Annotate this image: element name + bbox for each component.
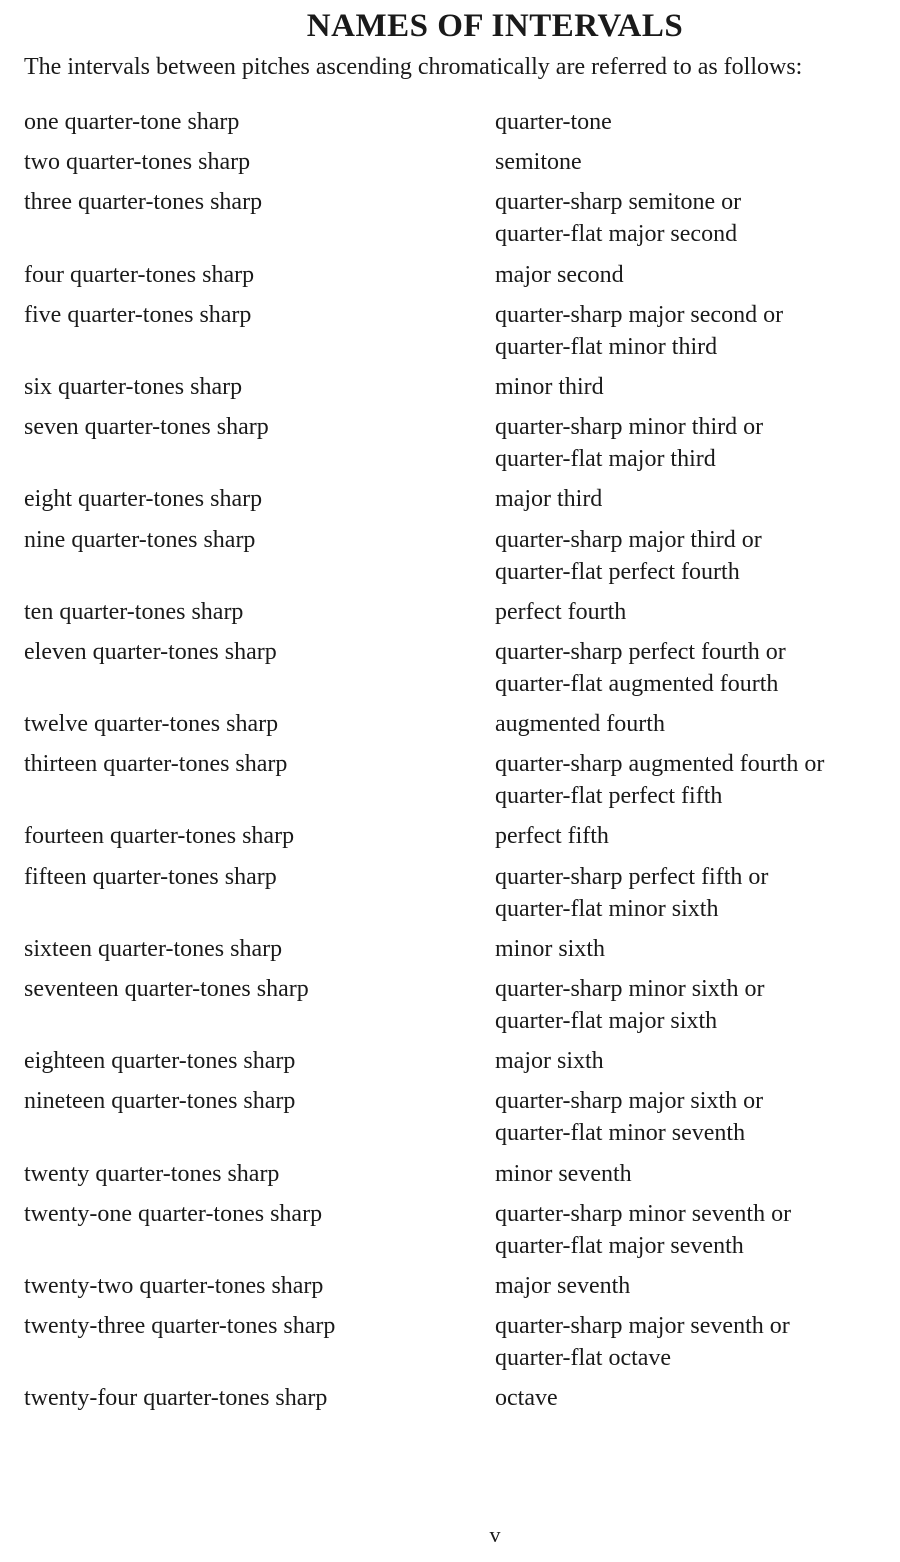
interval-name-line: quarter-sharp major seventh or: [495, 1313, 790, 1340]
interval-row: [24, 748, 896, 812]
interval-row: [24, 411, 896, 475]
interval-name-line: quarter-sharp minor sixth or: [495, 976, 765, 1002]
interval-row: [24, 820, 896, 852]
interval-count: five quarter-tones sharp: [24, 301, 252, 328]
interval-name-line: major seventh: [495, 1272, 631, 1299]
interval-count: nine quarter-tones sharp: [24, 526, 256, 553]
interval-name: [495, 636, 896, 700]
interval-row: [24, 973, 896, 1037]
interval-row: [24, 1045, 896, 1077]
interval-count: six quarter-tones sharp: [24, 373, 243, 400]
interval-name: [495, 186, 896, 250]
interval-count: ten quarter-tones sharp: [24, 598, 244, 625]
interval-name-line: quarter-flat major second: [495, 221, 738, 248]
interval-count: nineteen quarter-tones sharp: [24, 1088, 296, 1115]
interval-name: [495, 411, 896, 475]
interval-name: [495, 1085, 896, 1149]
interval-count: seventeen quarter-tones sharp: [24, 976, 309, 1002]
interval-row: [24, 1310, 896, 1374]
interval-name: [495, 973, 896, 1037]
interval-row: [24, 708, 896, 740]
interval-name-line: quarter-flat augmented fourth: [495, 670, 779, 697]
interval-count: two quarter-tones sharp: [24, 149, 251, 176]
interval-name: [495, 146, 896, 178]
interval-name-line: quarter-sharp augmented fourth or: [495, 751, 825, 778]
interval-name-line: augmented fourth: [495, 711, 665, 738]
interval-name: [495, 1382, 896, 1414]
interval-count: eighteen quarter-tones sharp: [24, 1048, 296, 1075]
interval-name-line: quarter-sharp minor seventh or: [495, 1200, 792, 1227]
interval-count: three quarter-tones sharp: [24, 189, 263, 216]
interval-row: [24, 259, 896, 291]
interval-count: fourteen quarter-tones sharp: [24, 823, 295, 850]
interval-count: twelve quarter-tones sharp: [24, 711, 279, 738]
interval-name-line: perfect fourth: [495, 598, 627, 625]
interval-row: [24, 106, 896, 138]
interval-name-line: octave: [495, 1385, 558, 1412]
intro-paragraph: The intervals between pitches ascending chromatically are referred to as follows:: [24, 54, 803, 80]
interval-name: [495, 596, 896, 628]
interval-name: [495, 259, 896, 291]
interval-name-line: quarter-sharp perfect fourth or: [495, 638, 786, 665]
interval-name: [495, 299, 896, 363]
interval-name-line: quarter-sharp major second or: [495, 301, 784, 328]
interval-name-line: quarter-flat perfect fifth: [495, 783, 723, 810]
interval-name-line: quarter-tone: [495, 109, 612, 135]
interval-name: [495, 708, 896, 740]
interval-name: [495, 1158, 896, 1190]
interval-name-line: major second: [495, 261, 624, 288]
interval-name: [495, 1270, 896, 1302]
interval-row: [24, 371, 896, 403]
interval-name: [495, 1310, 896, 1374]
interval-name-line: quarter-sharp major third or: [495, 526, 762, 553]
interval-count: eight quarter-tones sharp: [24, 486, 263, 513]
page-number: v: [489, 1522, 501, 1547]
interval-row: [24, 524, 896, 588]
interval-name-line: semitone: [495, 149, 582, 176]
interval-name: [495, 483, 896, 515]
interval-row: [24, 1198, 896, 1262]
interval-count: thirteen quarter-tones sharp: [24, 751, 288, 778]
interval-row: [24, 933, 896, 965]
interval-name: [495, 371, 896, 403]
interval-count: twenty-three quarter-tones sharp: [24, 1313, 336, 1340]
interval-row: [24, 1085, 896, 1149]
interval-name-line: major sixth: [495, 1048, 604, 1075]
interval-name: [495, 820, 896, 852]
interval-name-line: minor third: [495, 373, 604, 400]
interval-name: [495, 1198, 896, 1262]
interval-name-line: quarter-sharp semitone or: [495, 189, 742, 216]
interval-row: [24, 146, 896, 178]
interval-name: [495, 861, 896, 925]
interval-name-line: quarter-flat minor seventh: [495, 1120, 746, 1147]
interval-row: [24, 186, 896, 250]
interval-name-line: quarter-flat minor third: [495, 333, 718, 360]
page-title: NAMES OF INTERVALS: [306, 8, 684, 44]
interval-name-line: quarter-flat major third: [495, 446, 716, 473]
interval-count: twenty-one quarter-tones sharp: [24, 1200, 323, 1227]
interval-name-line: perfect fifth: [495, 823, 609, 850]
interval-name-line: major third: [495, 486, 603, 513]
interval-row: [24, 596, 896, 628]
interval-count: eleven quarter-tones sharp: [24, 638, 277, 665]
interval-row: [24, 861, 896, 925]
interval-row: [24, 299, 896, 363]
interval-name-line: minor sixth: [495, 935, 606, 962]
interval-name: [495, 106, 896, 138]
interval-row: [24, 1382, 896, 1414]
interval-row: [24, 1158, 896, 1190]
interval-count: twenty-four quarter-tones sharp: [24, 1385, 328, 1412]
interval-name: [495, 933, 896, 965]
interval-name: [495, 524, 896, 588]
interval-count: sixteen quarter-tones sharp: [24, 935, 283, 962]
interval-list: [24, 106, 896, 1423]
interval-name-line: quarter-flat octave: [495, 1345, 672, 1372]
interval-row: [24, 636, 896, 700]
interval-count: fifteen quarter-tones sharp: [24, 863, 277, 890]
interval-name: [495, 748, 896, 812]
interval-count: twenty quarter-tones sharp: [24, 1160, 280, 1187]
interval-name-line: quarter-sharp perfect fifth or: [495, 863, 769, 890]
interval-name-line: quarter-flat major seventh: [495, 1232, 744, 1259]
interval-count: four quarter-tones sharp: [24, 261, 255, 288]
interval-count: twenty-two quarter-tones sharp: [24, 1272, 324, 1299]
interval-name-line: quarter-flat minor sixth: [495, 895, 719, 922]
interval-name: [495, 1045, 896, 1077]
interval-count: seven quarter-tones sharp: [24, 414, 269, 441]
interval-row: [24, 1270, 896, 1302]
interval-row: [24, 483, 896, 515]
interval-name-line: minor seventh: [495, 1160, 632, 1187]
interval-name-line: quarter-flat perfect fourth: [495, 558, 740, 585]
interval-count: one quarter-tone sharp: [24, 109, 240, 135]
interval-name-line: quarter-flat major sixth: [495, 1008, 718, 1034]
interval-name-line: quarter-sharp major sixth or: [495, 1088, 764, 1115]
interval-name-line: quarter-sharp minor third or: [495, 414, 764, 441]
